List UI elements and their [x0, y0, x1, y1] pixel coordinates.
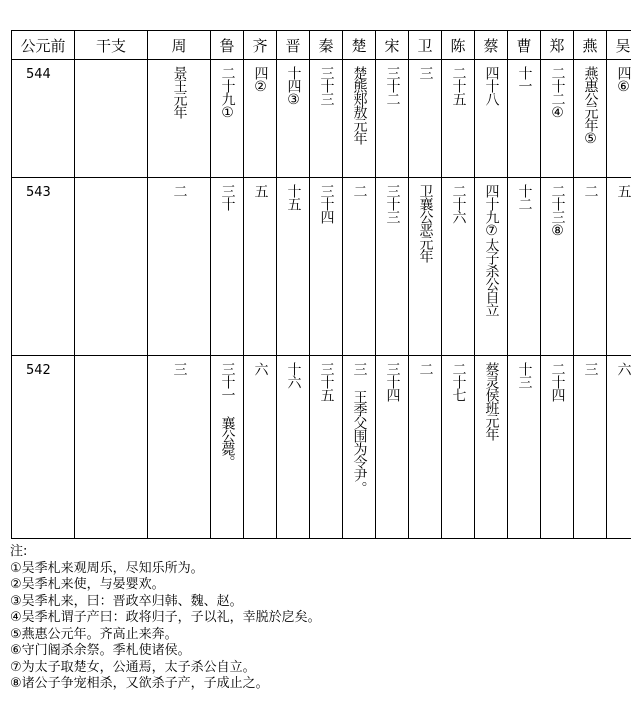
table-cell: [409, 178, 442, 356]
table-cell: [376, 60, 409, 178]
cell-text: 四十九⑦太子杀公自立: [483, 184, 500, 316]
table-row: [12, 60, 631, 178]
table-cell: [343, 60, 376, 178]
cell-text: 三 王季父围为令尹。: [351, 362, 368, 494]
table-cell: [343, 178, 376, 356]
table-cell: [442, 356, 475, 539]
chronology-table: [11, 30, 631, 539]
note-item: ⑦为太子取楚女，公通焉，太子杀公自立。: [10, 659, 256, 675]
note-item: ⑧诸公子争宠相杀，又欲杀子产，子成止之。: [10, 676, 269, 691]
table-cell: [244, 356, 277, 539]
cell-text: 十六: [285, 362, 302, 388]
table-cell: [475, 178, 508, 356]
cell-text: 三: [582, 362, 599, 375]
year-cell: 542: [12, 356, 75, 539]
table-cell: [409, 60, 442, 178]
table-cell: [277, 356, 310, 539]
note-item: ⑤燕惠公元年。齐高止来奔。: [10, 626, 178, 642]
header-cell: 晋: [277, 31, 310, 60]
table-cell: [148, 60, 211, 178]
table-cell: [508, 178, 541, 356]
table-cell: [574, 356, 607, 539]
cell-text: 景王元年: [171, 66, 188, 118]
table-cell: [508, 60, 541, 178]
year-cell: 544: [12, 60, 75, 178]
cell-text: 二十九①: [219, 66, 236, 120]
table-cell: [409, 356, 442, 539]
cell-text: 二: [417, 362, 434, 375]
table-cell: [376, 178, 409, 356]
table-cell: [310, 356, 343, 539]
header-cell: 秦: [310, 31, 343, 60]
cell-text: 二十六: [450, 184, 467, 223]
table-cell: [310, 60, 343, 178]
cell-text: 三十: [219, 184, 236, 210]
table-cell: [541, 356, 574, 539]
cell-text: 三: [417, 66, 434, 79]
note-item: ⑥守门阍杀余祭。季札使诸侯。: [10, 643, 191, 658]
cell-text: 三十一 襄公薨。: [219, 362, 236, 468]
notes-title: 注:: [10, 544, 28, 559]
note-item: ②吴季札来使，与晏婴欢。: [10, 577, 165, 592]
header-cell: 楚: [343, 31, 376, 60]
table-cell: [277, 60, 310, 178]
notes-section: [10, 544, 620, 693]
header-cell: 周: [148, 31, 211, 60]
cell-text: 二: [351, 184, 368, 197]
cell-text: 二: [171, 184, 188, 197]
cell-text: 三: [171, 362, 188, 375]
header-cell: 曹: [508, 31, 541, 60]
cell-text: 六: [615, 362, 631, 375]
cell-text: 燕惠公元年⑤: [582, 66, 599, 146]
cell-text: 三十五: [318, 362, 335, 401]
table-row: [12, 356, 631, 539]
table-cell: [211, 178, 244, 356]
table-cell: [148, 178, 211, 356]
table-cell: [475, 60, 508, 178]
header-cell: 宋: [376, 31, 409, 60]
header-cell: 公元前: [12, 31, 75, 60]
table-cell: [376, 356, 409, 539]
table-cell: [508, 356, 541, 539]
table-cell: [277, 178, 310, 356]
cell-text: 四⑥: [615, 66, 631, 94]
table-cell: [541, 178, 574, 356]
header-cell: 陈: [442, 31, 475, 60]
table-cell: [442, 60, 475, 178]
cell-text: 四②: [252, 66, 269, 94]
header-cell: 齐: [244, 31, 277, 60]
cell-text: 十四③: [285, 66, 302, 107]
cell-text: 楚熊郏敖元年: [351, 66, 368, 144]
cell-text: 三十四: [318, 184, 335, 223]
table-cell: [607, 60, 631, 178]
header-cell: 蔡: [475, 31, 508, 60]
cell-text: 二十四: [549, 362, 566, 401]
note-item: ④吴季札谓子产曰：政将归子，子以礼，幸脱於戹矣。: [10, 610, 321, 625]
table-cell: [244, 60, 277, 178]
header-row: [12, 31, 631, 60]
table-cell: [148, 356, 211, 539]
cell-text: 五: [615, 184, 631, 197]
table-cell: [211, 60, 244, 178]
cell-text: 十一: [516, 66, 533, 92]
ganzhi-cell: [75, 356, 148, 539]
cell-text: 三十四: [384, 362, 401, 401]
header-cell: 鲁: [211, 31, 244, 60]
cell-text: 十三: [516, 362, 533, 388]
cell-text: 二十二④: [549, 66, 566, 120]
header-cell: 郑: [541, 31, 574, 60]
header-cell: 卫: [409, 31, 442, 60]
ganzhi-cell: [75, 60, 148, 178]
table-cell: [607, 178, 631, 356]
note-item: ③吴季札来，曰：晋政卒归韩、魏、赵。: [10, 593, 243, 609]
table-cell: [310, 178, 343, 356]
cell-text: 十五: [285, 184, 302, 210]
table-cell: [475, 356, 508, 539]
table-row: [12, 178, 631, 356]
cell-text: 三十三: [384, 184, 401, 223]
cell-text: 蔡灵侯班元年: [483, 362, 500, 440]
table-cell: [211, 356, 244, 539]
cell-text: 二: [582, 184, 599, 197]
header-cell: 干支: [75, 31, 148, 60]
cell-text: 四十八: [483, 66, 500, 105]
table-cell: [574, 60, 607, 178]
table-cell: [607, 356, 631, 539]
cell-text: 卫襄公恶元年: [417, 184, 434, 262]
cell-text: 三十二: [384, 66, 401, 105]
cell-text: 二十三⑧: [549, 184, 566, 238]
cell-text: 二十五: [450, 66, 467, 105]
cell-text: 三十三: [318, 66, 335, 105]
cell-text: 二十七: [450, 362, 467, 401]
cell-text: 五: [252, 184, 269, 197]
table-cell: [574, 178, 607, 356]
note-item: ①吴季札来观周乐，尽知乐所为。: [10, 560, 204, 576]
year-cell: 543: [12, 178, 75, 356]
cell-text: 十二: [516, 184, 533, 210]
header-cell: 吴: [607, 31, 631, 60]
table-cell: [343, 356, 376, 539]
table-cell: [541, 60, 574, 178]
header-cell: 燕: [574, 31, 607, 60]
table-cell: [442, 178, 475, 356]
ganzhi-cell: [75, 178, 148, 356]
table-cell: [244, 178, 277, 356]
cell-text: 六: [252, 362, 269, 375]
